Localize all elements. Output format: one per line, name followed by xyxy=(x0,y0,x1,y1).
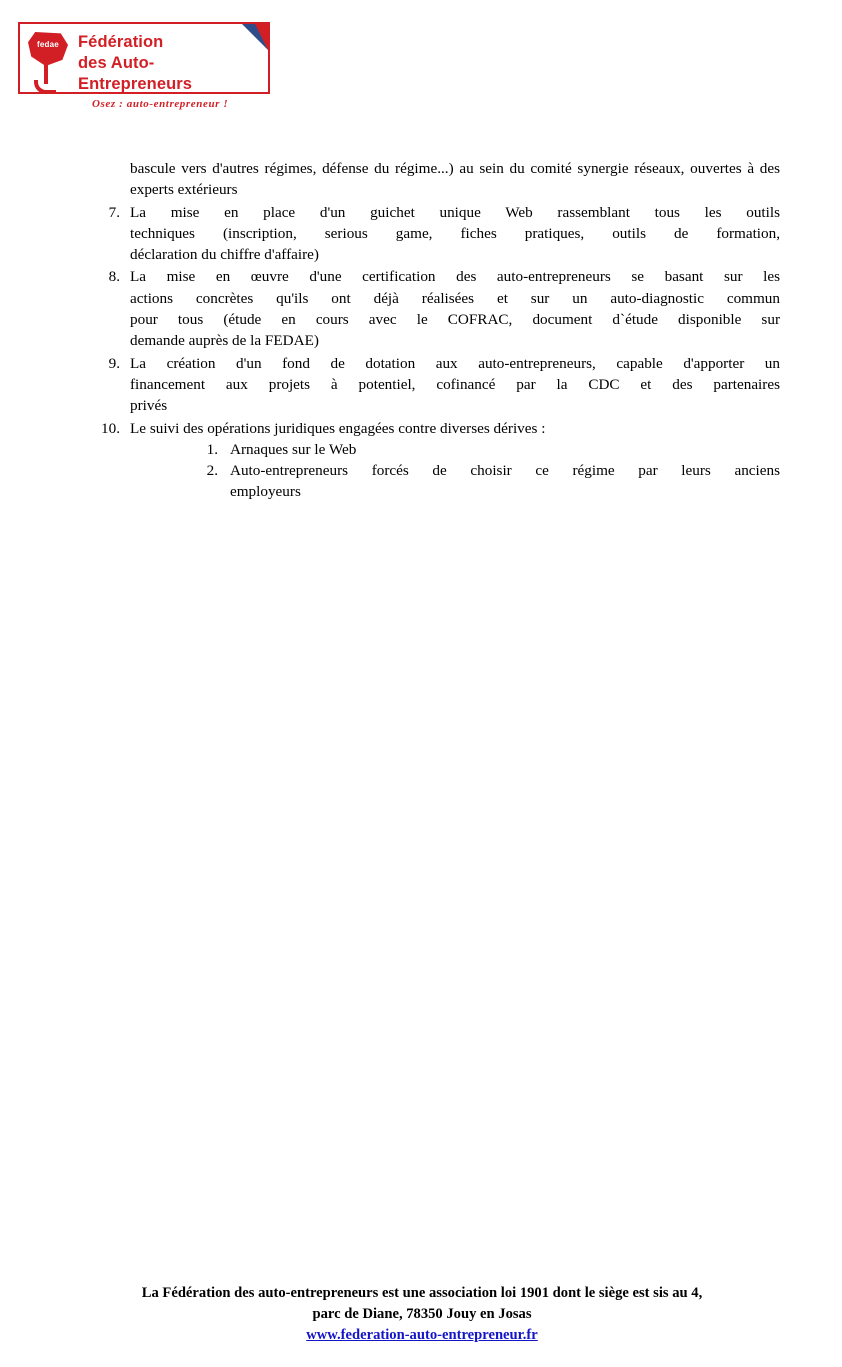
list-item-line: La création d'un fond de dotation aux auto-entrepreneurs, capable d'apporter un xyxy=(130,354,780,372)
list-item-line: privés xyxy=(130,397,168,415)
logo xyxy=(18,22,270,94)
sub-list-item-line: Arnaques sur le Web xyxy=(230,440,357,458)
logo-title xyxy=(78,32,268,95)
list-item-line: financement aux projets à potentiel, cofinancé par la CDC et des partenaires xyxy=(130,375,780,393)
continuation-paragraph: bascule vers d'autres régimes, défense du régime...) au sein du comité synergie réseaux, ouvertes à des experts extérieurs xyxy=(130,160,780,199)
list-item-number: 8. xyxy=(108,268,120,286)
sub-numbered-list xyxy=(130,439,780,503)
list-item xyxy=(64,266,780,351)
list-item-line: La mise en place d'un guichet unique Web rassemblant tous les outils xyxy=(130,203,780,221)
logo-title-line2: des Auto-Entrepreneurs xyxy=(78,54,193,93)
list-item-line: demande auprès de la FEDAE) xyxy=(130,332,319,350)
sub-list-item-line: employeurs xyxy=(230,483,301,501)
footer-line-1: La Fédération des auto-entrepreneurs est une association loi 1901 dont le siège est sis au 4, xyxy=(141,1285,703,1301)
sub-list-item xyxy=(130,439,780,460)
list-item-number: 10. xyxy=(101,419,120,437)
list-item xyxy=(64,353,780,417)
numbered-list xyxy=(64,202,780,503)
list-item-number: 7. xyxy=(108,203,120,221)
hexagon-shape-icon xyxy=(28,32,68,66)
footer-website-link[interactable]: www.federation-auto-entrepreneur.fr xyxy=(306,1327,538,1343)
list-item-line: Le suivi des opérations juridiques engagées contre diverses dérives : xyxy=(130,419,546,437)
document-header xyxy=(18,22,278,114)
list-item xyxy=(64,202,780,266)
footer-line-2: parc de Diane, 78350 Jouy en Josas xyxy=(312,1306,532,1322)
sub-list-item-number: 1. xyxy=(206,440,218,458)
logo-title-line1: Fédération xyxy=(78,33,164,51)
list-item-line: actions concrètes qu'ils ont déjà réalisées et sur un auto-diagnostic commun xyxy=(130,289,780,307)
fedae-emblem-icon xyxy=(26,28,72,92)
logo-slogan: Osez : auto-entrepreneur ! xyxy=(92,98,229,110)
list-item-number: 9. xyxy=(108,354,120,372)
logo-mark-label: fedae xyxy=(37,40,59,49)
sub-list-item-line: Auto-entrepreneurs forcés de choisir ce régime par leurs anciens xyxy=(230,462,780,480)
sub-list-item xyxy=(130,460,780,503)
sub-list-item-number: 2. xyxy=(206,462,218,480)
list-item xyxy=(64,418,780,503)
list-item-line: techniques (inscription, serious game, fiches pratiques, outils de formation, xyxy=(130,224,780,242)
logo-foot-icon xyxy=(34,80,56,94)
document-footer xyxy=(64,1283,780,1346)
list-item-line: déclaration du chiffre d'affaire) xyxy=(130,246,319,264)
list-item-line: pour tous (étude en cours avec le COFRAC, document d`étude disponible sur xyxy=(130,311,780,329)
document-body xyxy=(64,158,780,503)
list-item-line: La mise en œuvre d'une certification des auto-entrepreneurs se basant sur les xyxy=(130,268,780,286)
